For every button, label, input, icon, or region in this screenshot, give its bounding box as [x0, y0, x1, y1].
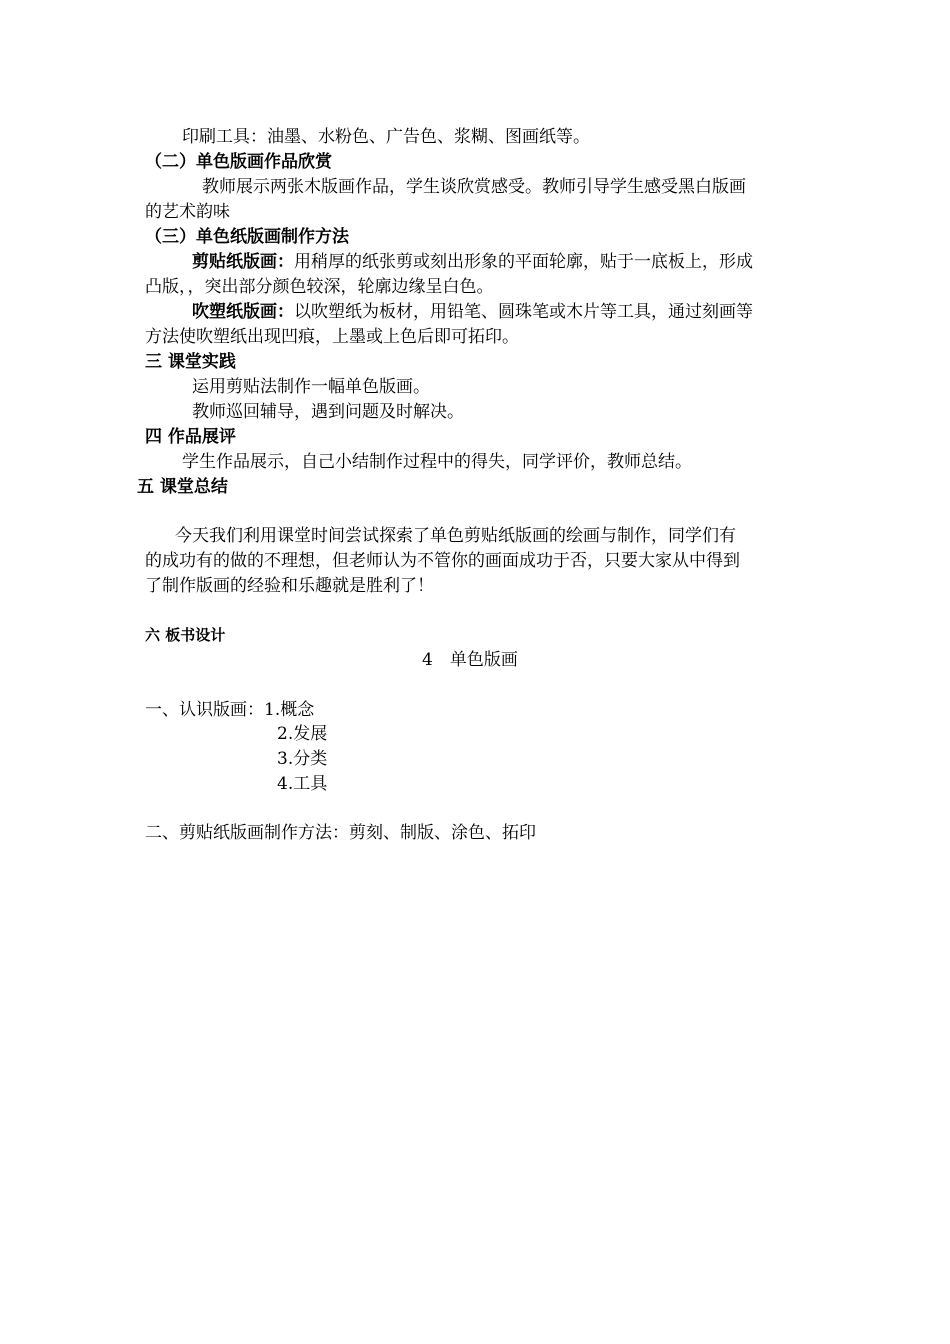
review-heading: 四 作品展评: [145, 427, 236, 447]
blow-paper-line2: 方法使吹塑纸出现凹痕，上墨或上色后即可拓印。: [145, 327, 519, 347]
board-sub3: 3.分类: [277, 749, 328, 769]
blow-paper-line1: [192, 300, 753, 324]
blow-paper-text1: 以吹塑纸为板材，用铅笔、圆珠笔或木片等工具，通过刻画等: [294, 302, 753, 322]
blow-paper-label: 吹塑纸版画：: [192, 302, 294, 322]
summary-line1: 今天我们利用课堂时间尝试探索了单色剪贴纸版画的绘画与制作，同学们有: [175, 526, 736, 546]
summary-heading: 五 课堂总结: [137, 477, 228, 497]
summary-line3: 了制作版画的经验和乐趣就是胜利了！: [145, 576, 434, 596]
board-heading: 六 板书设计: [145, 626, 226, 644]
practice-heading: 三 课堂实践: [145, 352, 236, 372]
board-item1: [145, 698, 314, 722]
review-line1: 学生作品展示，自己小结制作过程中的得失，同学评价，教师总结。: [182, 452, 692, 472]
practice-line2: 教师巡回辅导，遇到问题及时解决。: [192, 402, 464, 422]
summary-line2: 的成功有的做的不理想，但老师认为不管你的画面成功于否，只要大家从中得到: [145, 551, 740, 571]
board-sub1: 1.概念: [264, 700, 315, 720]
printing-tools-line: 印刷工具：油墨、水粉色、广告色、浆糊、图画纸等。: [182, 127, 590, 147]
cut-paper-text1: 用稍厚的纸张剪或刻出形象的平面轮廓，贴于一底板上，形成: [294, 252, 753, 272]
board-sub4: 4.工具: [277, 774, 328, 794]
board-sub2: 2.发展: [277, 724, 328, 744]
board-item1-prefix: 一、认识版画：: [145, 700, 264, 720]
appreciation-para-line1: 教师展示两张木版画作品，学生谈欣赏感受。教师引导学生感受黑白版画: [202, 177, 746, 197]
appreciation-heading: （二）单色版画作品欣赏: [145, 152, 332, 172]
board-title: 4 单色版画: [422, 650, 518, 670]
cut-paper-line1: [192, 250, 753, 274]
board-item2: 二、剪贴纸版画制作方法：剪刻、制版、涂色、拓印: [145, 823, 536, 843]
method-heading: （三）单色纸版画制作方法: [145, 227, 349, 247]
cut-paper-label: 剪贴纸版画：: [192, 252, 294, 272]
practice-line1: 运用剪贴法制作一幅单色版画。: [192, 377, 430, 397]
cut-paper-line2: 凸版，，突出部分颜色较深，轮廓边缘呈白色。: [145, 277, 494, 297]
appreciation-para-line2: 的艺术韵味: [145, 202, 230, 222]
